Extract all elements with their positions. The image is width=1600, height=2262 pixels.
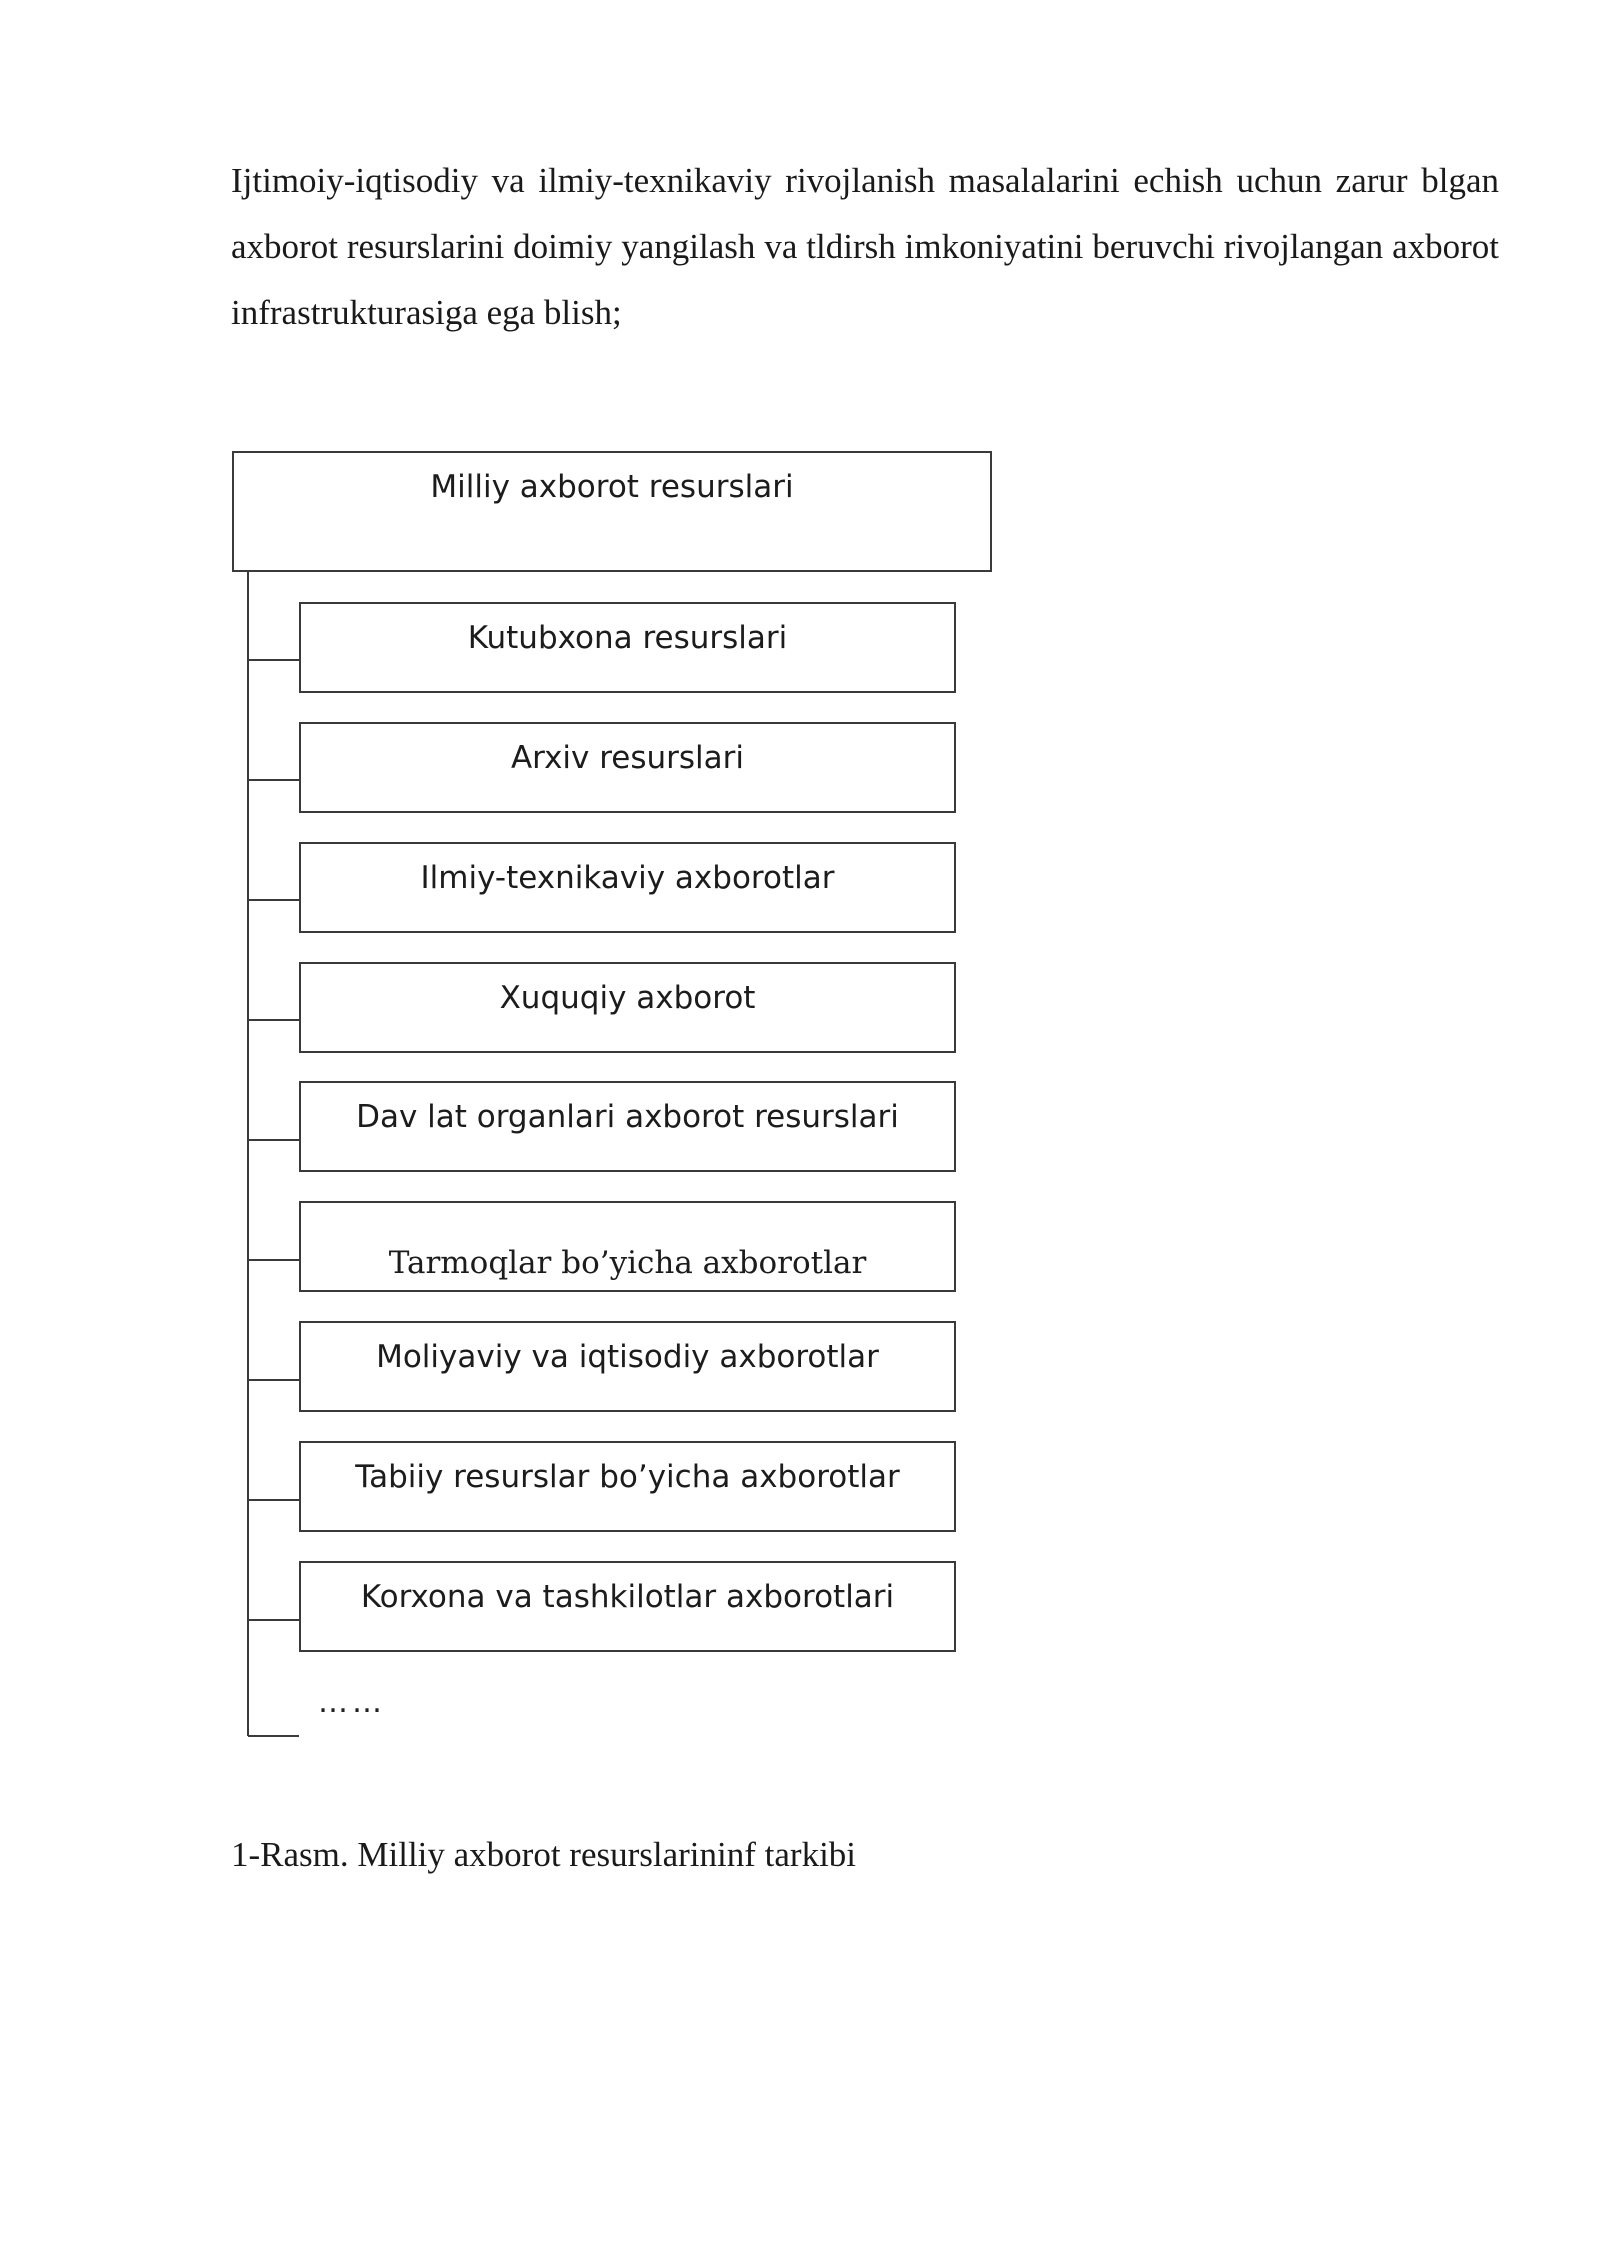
figure-caption: 1-Rasm. Milliy axborot resurslarininf tarkibi [231,1835,857,1874]
child-node-kutubxona: Kutubxona resurslari [299,602,956,693]
child-node-davlat: Dav lat organlari axborot resurslari [299,1081,956,1172]
child-node-tarmoqlar: Tarmoqlar bo’yicha axborotlar [299,1201,956,1292]
child-node-moliyaviy: Moliyaviy va iqtisodiy axborotlar [299,1321,956,1412]
continuation-ellipsis: …… [318,1685,386,1720]
child-node-tabiiy: Tabiiy resurslar bo’yicha axborotlar [299,1441,956,1532]
root-node-box: Milliy axborot resurslari [232,451,992,572]
intro-paragraph: Ijtimoiy-iqtisodiy va ilmiy-texnikaviy rivojlanish masalalarini echish uchun zarur blgan axborot resurslarini doimiy yangilash va tldirsh imkoniyatini beruvchi rivojlangan axborot infrastrukturasiga ega blish; [231,161,1499,332]
child-node-arxiv: Arxiv resurslari [299,722,956,813]
child-node-xuquqiy: Xuquqiy axborot [299,962,956,1053]
child-node-korxona: Korxona va tashkilotlar axborotlari [299,1561,956,1652]
child-node-ilmiy: Ilmiy-texnikaviy axborotlar [299,842,956,933]
